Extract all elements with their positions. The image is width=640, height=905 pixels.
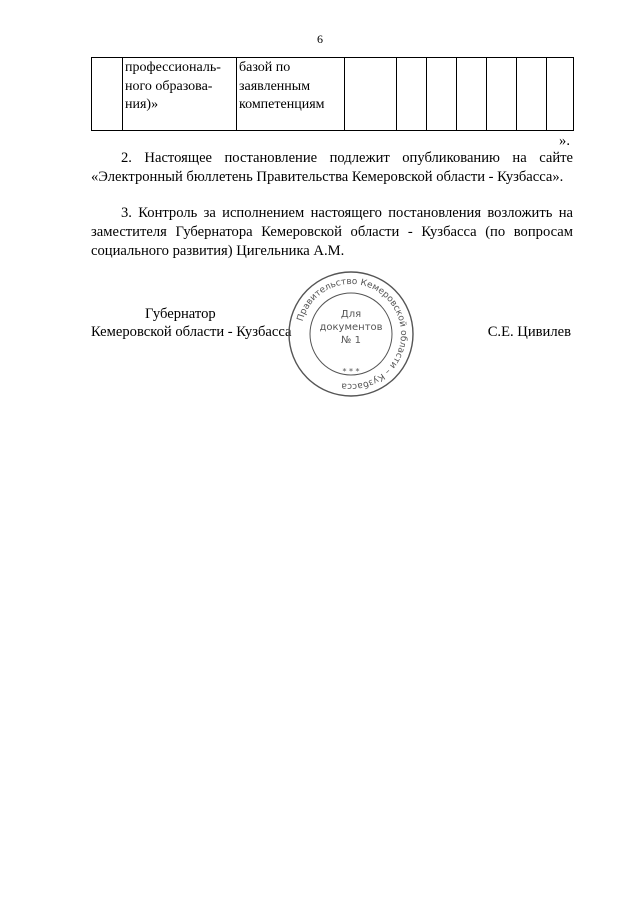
table-cell xyxy=(457,58,487,131)
stamp-center-line1: Для xyxy=(340,309,362,320)
table-cell xyxy=(427,58,457,131)
table-cell xyxy=(487,58,517,131)
table-cell xyxy=(547,58,574,131)
page-number: 6 xyxy=(317,32,323,46)
table-cell xyxy=(517,58,547,131)
paragraph-control: 3. Контроль за исполнением настоящего постановления возложить на заместителя Губернатора Кемеровской области - Кузбасса (по вопросам социального развития) Цигельника А.М. xyxy=(91,205,573,259)
paragraph-publication: 2. Настоящее постановление подлежит опубликованию на сайте «Электронный бюллетень Правительства Кемеровской области - Кузбасса». xyxy=(91,150,573,185)
stamp-inner-ring xyxy=(310,293,392,375)
table-cell: базой по заявленным компетенциям xyxy=(237,58,345,131)
closing-quote: ». xyxy=(559,133,570,149)
stamp-ring-text: Правительство Кемеровской области – Кузбасса xyxy=(295,276,409,392)
stamp-center-line2: документов xyxy=(319,322,383,333)
document-table xyxy=(91,57,574,131)
table-cell: профессиональ- ного образова- ния)» xyxy=(123,58,237,131)
table-cell xyxy=(92,58,123,131)
stamp-outer-ring xyxy=(289,272,413,396)
stamp-center-line3: № 1 xyxy=(341,335,361,346)
official-stamp xyxy=(287,270,415,398)
table-cell xyxy=(345,58,397,131)
stamp-bottom-mark: * * * xyxy=(342,367,360,376)
signature-title: Губернатор xyxy=(145,306,216,322)
signature-name: С.Е. Цивилев xyxy=(487,324,571,340)
table-cell xyxy=(397,58,427,131)
table-row xyxy=(92,58,574,131)
signature-region: Кемеровской области - Кузбасса xyxy=(91,324,292,340)
